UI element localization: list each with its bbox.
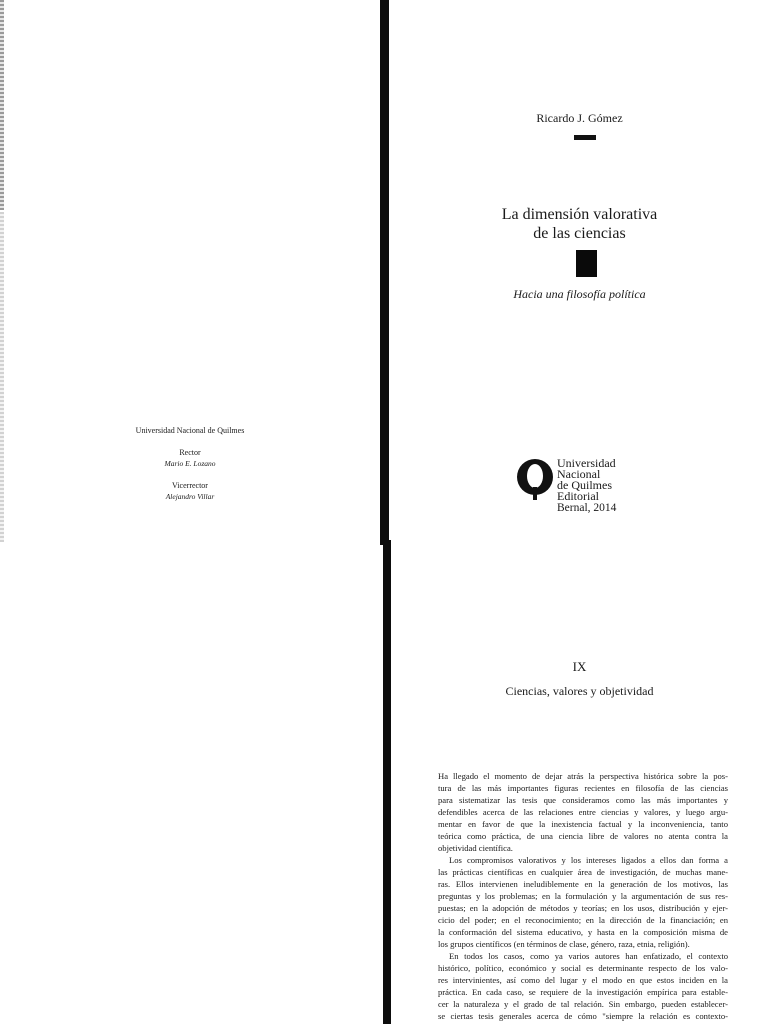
page-edge: [0, 0, 4, 210]
body-line: cicio del poder; en el reconocimiento; en la dirección de la financiación; en: [438, 915, 728, 925]
chapter-number: IX: [572, 659, 587, 674]
body-line: puestas; en la adopción de métodos y teorías; en los usos, distribución y ejer-: [438, 903, 728, 913]
body-line: res intervinientes, así como del lugar y el modo en que estos inciden en la: [438, 975, 728, 985]
body-line: histórico, político, económico y social es determinante respecto de los valo-: [438, 963, 728, 973]
left-page: [0, 0, 380, 1024]
book-title-line: La dimensión valorativa: [501, 206, 658, 223]
body-line: se ciertas tesis generales acerca de cómo "siempre la relación es contexto-: [438, 1011, 728, 1021]
title-ornament: [576, 250, 597, 277]
book-spine: [380, 0, 389, 545]
publisher-name-line: Universidad: [557, 456, 616, 470]
body-line: los grupos científicos (en términos de clase, género, raza, etnia, religión).: [438, 939, 690, 949]
author-rule: [574, 135, 596, 140]
book-title: [391, 205, 768, 243]
body-line: Ha llegado el momento de dejar atrás la perspectiva histórica sobre la pos-: [438, 771, 728, 781]
publisher-name-line: Nacional: [557, 467, 601, 481]
body-line: tura de las más importantes figuras recientes en filosofía de las ciencias: [438, 783, 728, 793]
publisher-name-line: Editorial: [557, 489, 599, 503]
rector-label: Rector: [179, 448, 201, 457]
body-line: teórica como práctica, de una ciencia libre de valores no atenta contra la: [438, 831, 728, 841]
imprint-block: [0, 426, 380, 501]
body-line: En todos los casos, como ya varios autores han enfatizado, el contexto: [449, 951, 728, 961]
publisher-name: [557, 458, 616, 502]
chapter-title: Ciencias, valores y objetividad: [505, 684, 654, 698]
rector-name: Mario E. Lozano: [164, 459, 216, 468]
body-line: preguntas y los problemas; en la formulación y la argumentación de sus res-: [438, 891, 728, 901]
body-line: defendibles acerca de las relaciones entre ciencias y valores, y luego argu-: [438, 807, 728, 817]
chapter-body: [438, 770, 728, 1022]
university-name: Universidad Nacional de Quilmes: [135, 426, 245, 435]
body-line: objetividad científica.: [438, 843, 513, 853]
body-line: las prácticas científicas en cualquier área de investigación, de muchas mane-: [438, 867, 728, 877]
body-line: la conformación del sistema educativo, y hasta en la composición misma de: [438, 927, 728, 937]
publisher-logo-icon: [515, 457, 555, 501]
right-page: [391, 0, 768, 1024]
body-line: para sistematizar las tesis que consideramos como las más importantes y: [438, 795, 728, 805]
book-spine: [383, 540, 391, 1024]
body-line: mentar en favor de que la inexistencia factual y la inconveniencia, tanto: [438, 819, 728, 829]
body-line: ras. Ellos intervienen ineludiblemente en la generación de los motivos, las: [438, 879, 728, 889]
body-line: práctica. En cada caso, se requiere de la investigación empírica para estable-: [438, 987, 728, 997]
vicerrector-label: Vicerrector: [172, 481, 208, 490]
body-line: cer la naturaleza y el grado de tal relación. Sin embargo, pueden establecer-: [438, 999, 728, 1009]
author-name: Ricardo J. Gómez: [536, 111, 623, 125]
publication-place-year: Bernal, 2014: [557, 502, 617, 514]
publisher-name-line: de Quilmes: [557, 478, 612, 492]
book-title-line: de las ciencias: [533, 225, 626, 242]
vicerrector-name: Alejandro Villar: [165, 492, 215, 501]
body-line: Los compromisos valorativos y los intereses ligados a ellos dan forma a: [449, 855, 728, 865]
book-subtitle: Hacia una filosofía política: [513, 287, 646, 301]
